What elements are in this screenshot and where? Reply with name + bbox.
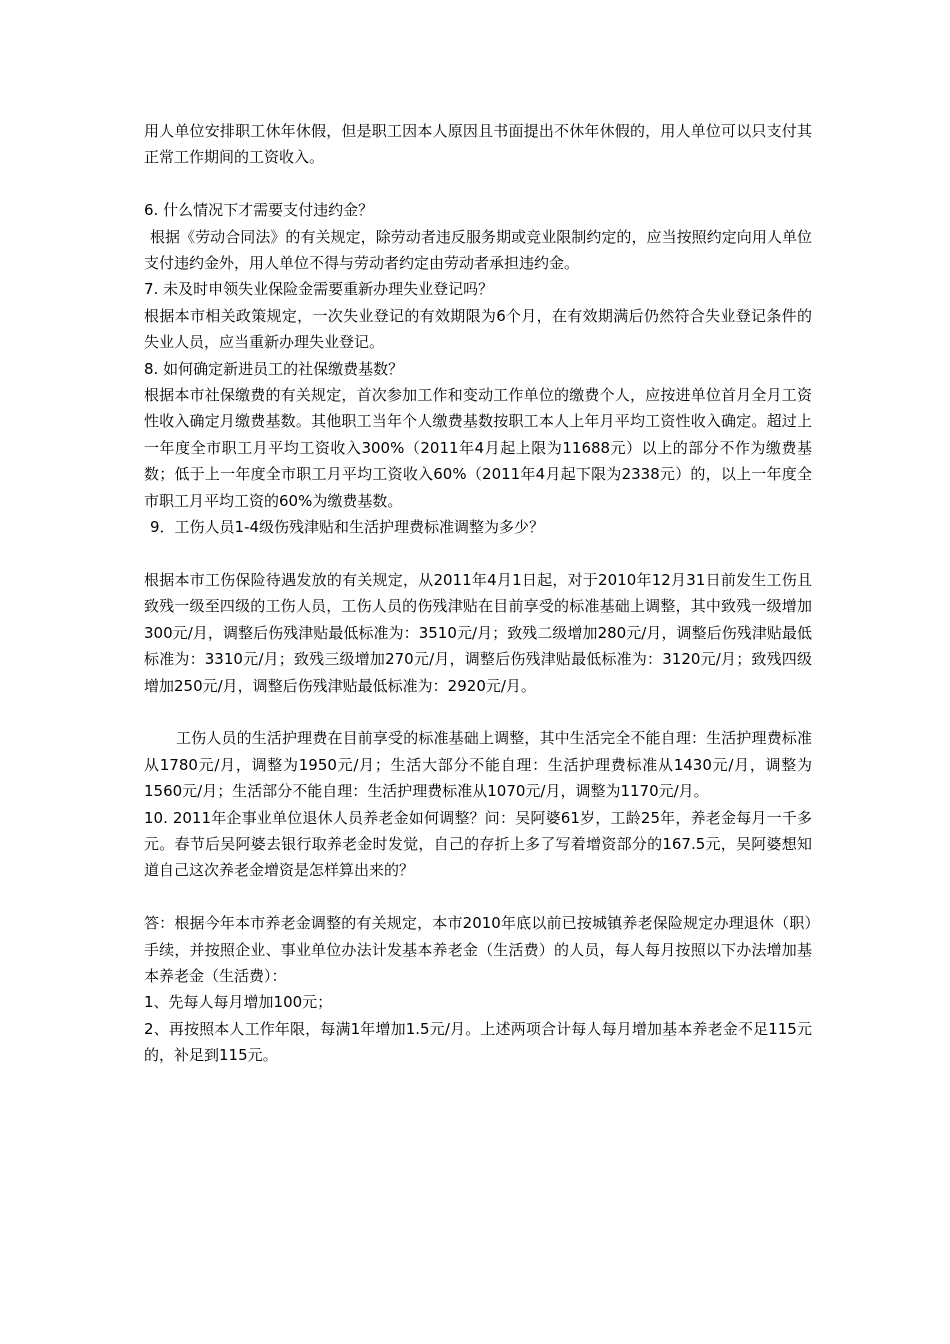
spacer [144,540,812,566]
answer-8-paragraph: 根据本市社保缴费的有关规定，首次参加工作和变动工作单位的缴费个人，应按进单位首月全月工资性收入确定月缴费基数。其他职工当年个人缴费基数按职工本人上年月平均工资性收入确定。超过上一年度全市职工月平均工资收入300%（2011年4月起上限为11688元）以上的部分不作为缴费基数；低于上一年度全市职工月平均工资收入60%（2011年4月起下限为2338元）的，以上一年度全市职工月平均工资的60%为缴费基数。 [144,386,812,510]
answer-10-paragraph: 答：根据今年本市养老金调整的有关规定，本市2010年底以前已按城镇养老保险规定办理退休（职）手续，并按照企业、事业单位办法计发基本养老金（生活费）的人员，每人每月按照以下办法增加基本养老金（生活费）： [144,914,812,985]
document-body [144,118,812,1069]
question-7-heading: 7. 未及时申领失业保险金需要重新办理失业登记吗？ [144,280,494,299]
question-6-heading: 6. 什么情况下才需要支付违约金？ [144,201,374,220]
answer-6-paragraph: 根据《劳动合同法》的有关规定，除劳动者违反服务期或竞业限制约定的，应当按照约定向用人单位支付违约金外，用人单位不得与劳动者约定由劳动者承担违约金。 [144,227,812,273]
spacer [144,171,812,197]
answer-9-paragraph: 根据本市工伤保险待遇发放的有关规定，从2011年4月1日起，对于2010年12月31日前发生工伤且致残一级至四级的工伤人员，工伤人员的伤残津贴在目前享受的标准基础上调整，其中致残一级增加300元/月，调整后伤残津贴最低标准为：3510元/月；致残二级增加280元/月，调整后伤残津贴最低标准为：3310元/月；致残三级增加270元/月，调整后伤残津贴最低标准为：3120元/月；致残四级增加250元/月，调整后伤残津贴最低标准为：2920元/月。 [144,570,812,695]
question-9-heading: 9．工伤人员1-4级伤残津贴和生活护理费标准调整为多少？ [150,518,545,537]
question-8-heading: 8. 如何确定新进员工的社保缴费基数？ [144,359,404,378]
paragraph-annual-leave-end: 用人单位安排职工休年休假，但是职工因本人原因且书面提出不休年休假的，用人单位可以只支付其正常工作期间的工资收入。 [144,122,812,167]
spacer [144,884,812,910]
answer-9-nursing-paragraph: 工伤人员的生活护理费在目前享受的标准基础上调整，其中生活完全不能自理：生活护理费标准从1780元/月，调整为1950元/月；生活大部分不能自理：生活护理费标准从1430元/月，调整为1560元/月；生活部分不能自理：生活护理费标准从1070元/月，调整为1170元/月。 [144,729,812,801]
answer-10-item-1: 1、先每人每月增加100元； [144,993,333,1012]
question-10-heading: 10. 2011年企事业单位退休人员养老金如何调整？问：吴阿婆61岁，工龄25年，养老金每月一千多元。春节后吴阿婆去银行取养老金时发觉，自己的存折上多了写着增资部分的167.5元，吴阿婆想知道自己这次养老金增资是怎样算出来的？ [144,808,812,880]
answer-7-paragraph: 根据本市相关政策规定，一次失业登记的有效期限为6个月，在有效期满后仍然符合失业登记条件的失业人员，应当重新办理失业登记。 [144,306,812,352]
spacer [144,699,812,725]
answer-10-item-2: 2、再按照本人工作年限，每满1年增加1.5元/月。上述两项合计每人每月增加基本养老金不足115元的，补足到115元。 [144,1019,812,1065]
